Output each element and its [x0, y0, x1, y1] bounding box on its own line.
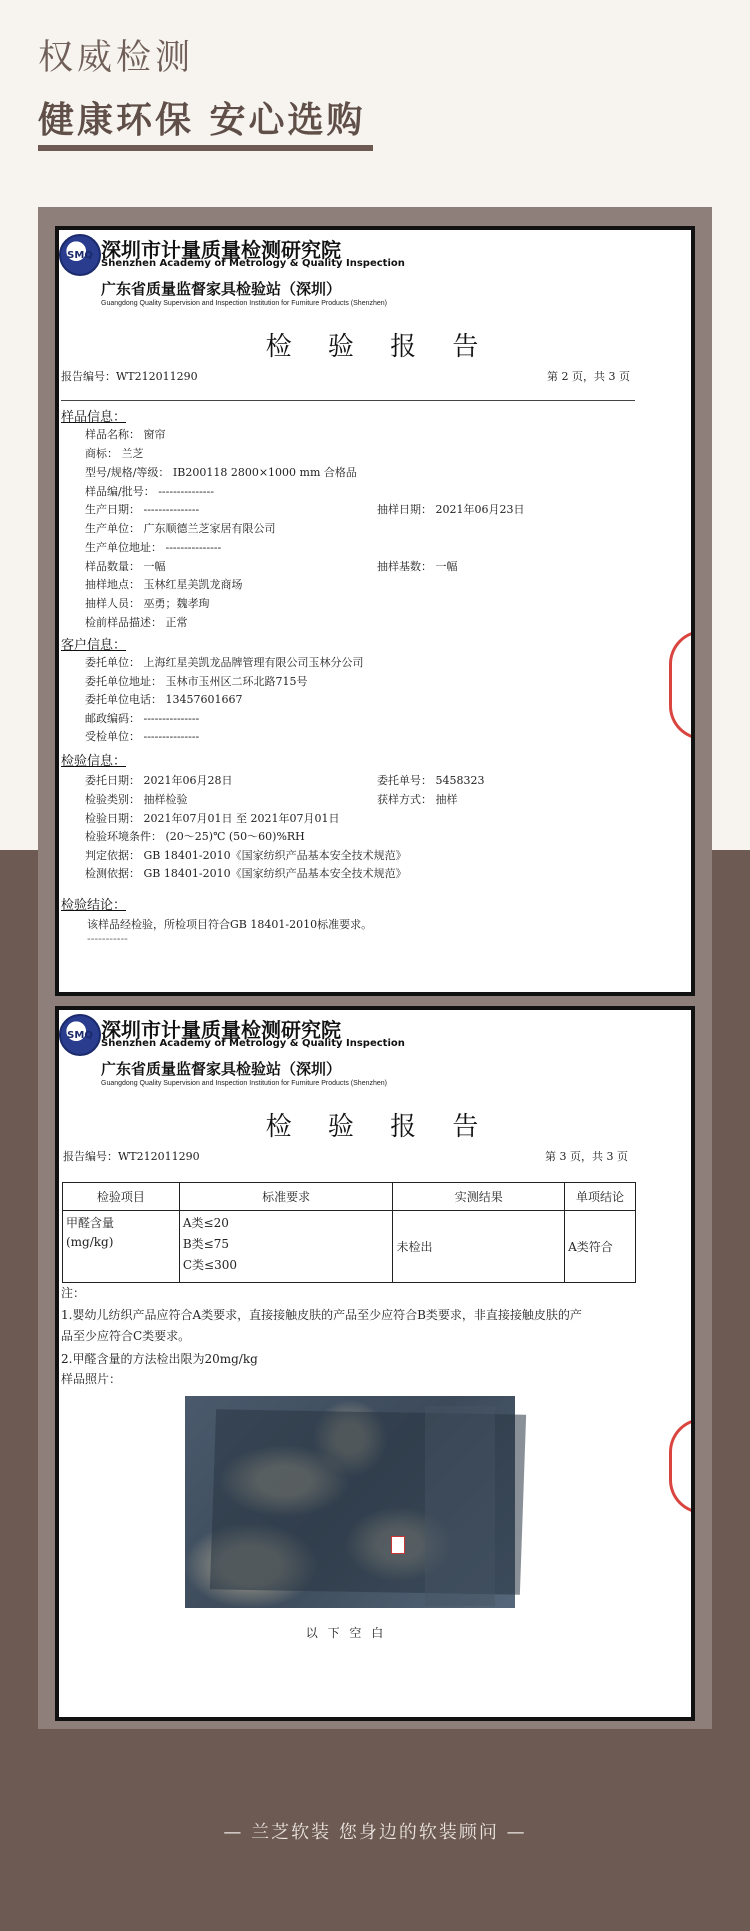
sampling-date: 抽样日期： 2021年06月23日: [377, 503, 525, 516]
report-number: 报告编号：WT212011290: [63, 1150, 200, 1163]
item-unit: (mg/kg): [66, 1235, 114, 1249]
inspection-field: 检验环境条件： (20～25)℃ (50～60)%RH: [85, 830, 305, 843]
client-field: 委托单位地址： 玉林市玉州区二环北路715号: [85, 675, 308, 688]
conclusion-dash: -----------: [87, 932, 128, 945]
official-stamp-icon: [669, 630, 695, 740]
sample-field: 样品名称： 窗帘: [85, 428, 166, 441]
table-header-item: 检验项目: [63, 1183, 180, 1211]
sample-tag-icon: [391, 1536, 405, 1554]
sample-field: 商标： 兰芝: [85, 447, 144, 460]
conclusion-text: 该样品经检验，所检项目符合GB 18401-2010标准要求。: [87, 918, 373, 931]
station-name-cn: 广东省质量监督家具检验站（深圳）: [101, 1060, 342, 1078]
inspection-field: 检验类别： 抽样检验: [85, 793, 188, 806]
report-header: [59, 230, 695, 320]
sample-photo: [185, 1396, 515, 1608]
divider: [61, 400, 635, 401]
client-field: 邮政编码： ---------------: [85, 712, 200, 725]
client-field: 受检单位： ---------------: [85, 730, 200, 743]
sample-field: 样品编/批号： ---------------: [85, 485, 214, 498]
requirement-b: B类≤75: [182, 1237, 229, 1251]
table-row: [63, 1211, 636, 1283]
station-name-en: Guangdong Quality Supervision and Inspection Institution for Furniture Products (Shenzhen): [101, 1080, 387, 1087]
inspection-field: 检测依据： GB 18401-2010《国家纺织产品基本安全技术规范》: [85, 867, 407, 880]
sample-field: 样品数量： 一幅: [85, 560, 166, 573]
hero-title: 权威检测: [38, 38, 195, 78]
station-name-en: Guangdong Quality Supervision and Inspection Institution for Furniture Products (Shenzhen): [101, 300, 387, 307]
sample-field: 生产日期： ---------------: [85, 503, 200, 516]
institute-name-cn: 深圳市计量质量检测研究院: [101, 1018, 341, 1042]
hero-subtitle: 健康环保 安心选购: [38, 100, 366, 141]
official-stamp-icon: [669, 1418, 695, 1514]
institute-name-cn: 深圳市计量质量检测研究院: [101, 238, 341, 262]
inspection-field: 检验日期： 2021年07月01日 至 2021年07月01日: [85, 812, 340, 825]
sample-method: 获样方式： 抽样: [377, 793, 458, 806]
smq-logo-icon: SMQ: [59, 234, 101, 276]
sampling-base: 抽样基数： 一幅: [377, 560, 458, 573]
requirement-c: C类≤300: [182, 1258, 237, 1272]
measured-result: 未检出: [393, 1211, 565, 1283]
table-header-requirement: 标准要求: [179, 1183, 393, 1211]
sample-section-title: 样品信息：: [61, 410, 127, 425]
sample-field: 抽样人员： 巫勇；魏孝珣: [85, 597, 210, 610]
note-1-line-2: 品至少应符合C类要求。: [61, 1329, 191, 1343]
page-number: 第 3 页，共 3 页: [545, 1150, 628, 1163]
commission-number: 委托单号： 5458323: [377, 774, 485, 787]
notes-title: 注：: [61, 1286, 86, 1300]
institute-name-en: Shenzhen Academy of Metrology & Quality Inspection: [101, 258, 405, 269]
table-header-row: [63, 1183, 636, 1211]
photo-label: 样品照片：: [61, 1372, 122, 1386]
sample-field: 检前样品描述： 正常: [85, 616, 188, 629]
conclusion-section-title: 检验结论：: [61, 898, 127, 913]
smq-logo-icon: SMQ: [59, 1014, 101, 1056]
note-1-line-1: 1.婴幼儿纺织产品应符合A类要求，直接接触皮肤的产品至少应符合B类要求，非直接接触皮肤的产: [61, 1308, 582, 1322]
note-2: 2.甲醛含量的方法检出限为20mg/kg: [61, 1352, 258, 1366]
inspection-field: 委托日期： 2021年06月28日: [85, 774, 233, 787]
requirement-a: A类≤20: [182, 1216, 229, 1230]
report-page-1: [55, 226, 695, 996]
sample-field: 抽样地点： 玉林红星美凯龙商场: [85, 578, 243, 591]
end-blank-text: 以 下 空 白: [305, 1626, 387, 1640]
sample-field: 生产单位： 广东顺德兰芝家居有限公司: [85, 522, 276, 535]
report-title: 检 验 报 告: [265, 1112, 493, 1142]
institute-name-en: Shenzhen Academy of Metrology & Quality Inspection: [101, 1038, 405, 1049]
client-field: 委托单位： 上海红星美凯龙品牌管理有限公司玉林分公司: [85, 656, 364, 669]
station-name-cn: 广东省质量监督家具检验站（深圳）: [101, 280, 342, 298]
report-header: [59, 1010, 695, 1100]
hero-underline: [38, 145, 373, 151]
item-conclusion: A类符合: [565, 1211, 636, 1283]
client-section-title: 客户信息：: [61, 638, 127, 653]
report-number: 报告编号：WT212011290: [61, 370, 198, 383]
client-field: 委托单位电话： 13457601667: [85, 693, 243, 706]
test-result-table: [62, 1182, 636, 1283]
inspection-section-title: 检验信息：: [61, 754, 127, 769]
table-header-result: 实测结果: [393, 1183, 565, 1211]
item-name: 甲醛含量: [66, 1216, 115, 1230]
footer-slogan: — 兰芝软装 您身边的软装顾问 —: [223, 1822, 527, 1843]
sample-field: 型号/规格/等级： IB200118 2800×1000 mm 合格品: [85, 466, 357, 479]
report-page-2: [55, 1006, 695, 1721]
report-title: 检 验 报 告: [265, 332, 493, 362]
page-number: 第 2 页，共 3 页: [547, 370, 630, 383]
table-header-conclusion: 单项结论: [565, 1183, 636, 1211]
inspection-field: 判定依据： GB 18401-2010《国家纺织产品基本安全技术规范》: [85, 849, 407, 862]
sample-field: 生产单位地址： ---------------: [85, 541, 222, 554]
